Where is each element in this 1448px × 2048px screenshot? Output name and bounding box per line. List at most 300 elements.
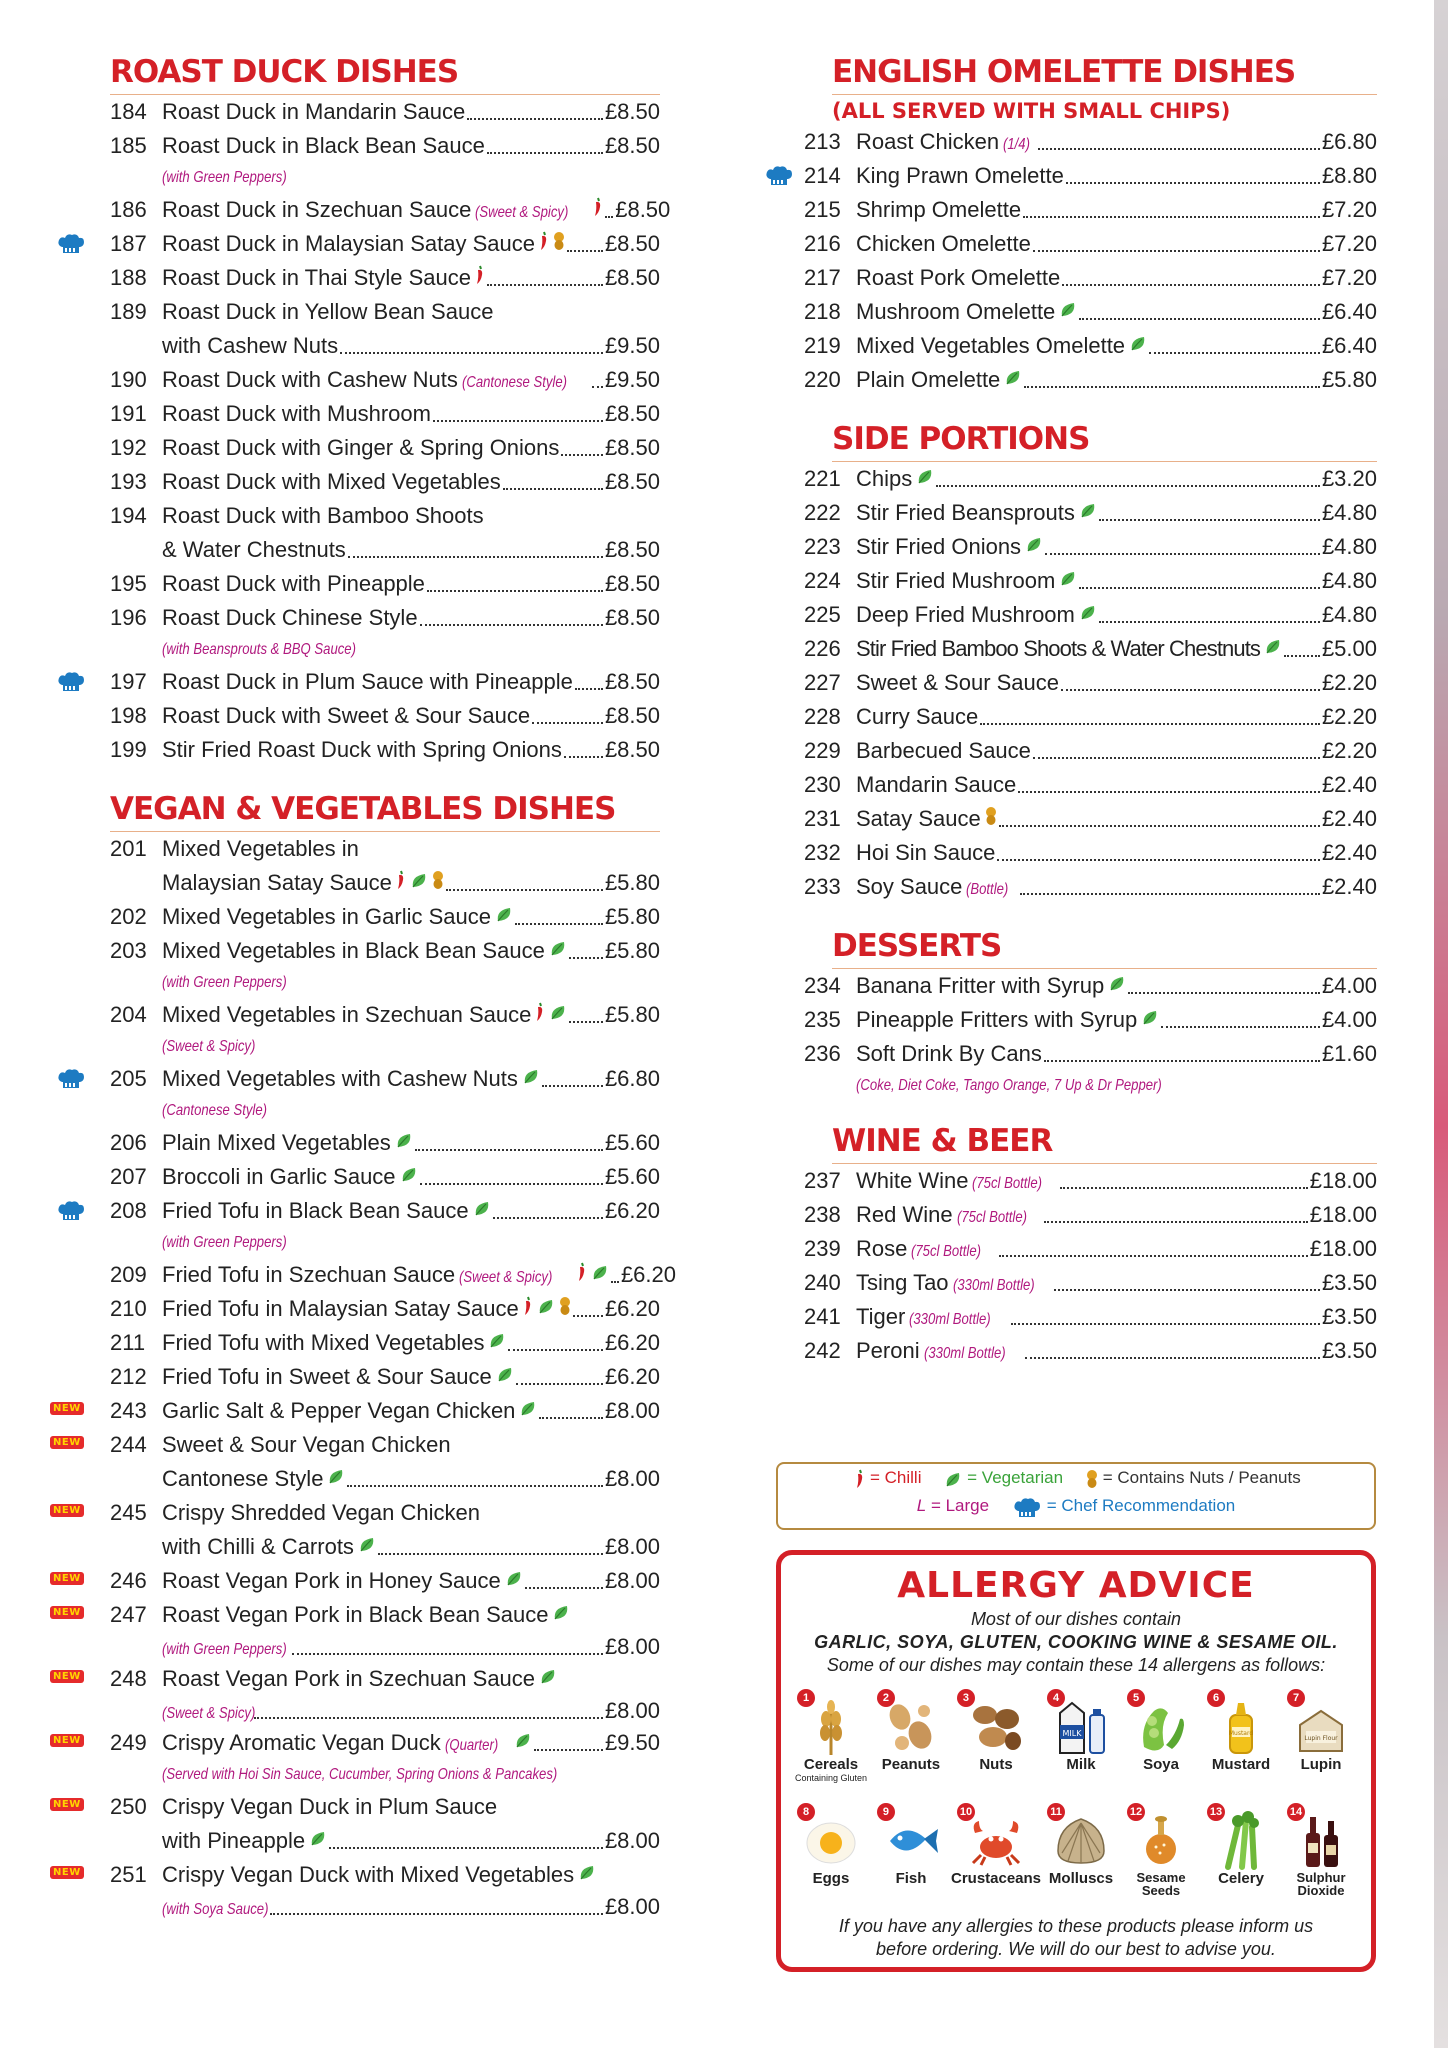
item-name: Mandarin Sauce: [856, 772, 1017, 797]
item-name: Crispy Vegan Duck with Mixed Vegetables: [162, 1862, 575, 1887]
leaf-icon: [1079, 496, 1097, 514]
item-name: Red Wine: [856, 1202, 953, 1227]
leader-dots: [1066, 182, 1320, 184]
item-price: £7.20: [1321, 265, 1377, 290]
allergen-item: [871, 1803, 951, 1907]
item-price: £8.50: [604, 435, 660, 460]
menu-item: [50, 832, 660, 900]
leader-dots: [525, 1587, 603, 1589]
item-number: 204: [110, 1002, 147, 1027]
item-note-line: [804, 1071, 1377, 1101]
leader-dots: [564, 756, 603, 758]
menu-item: [772, 125, 1377, 159]
item-number: 192: [110, 435, 147, 460]
item-name: Roast Duck with Mixed Vegetables: [162, 469, 501, 494]
menu-item-line: [110, 1194, 660, 1228]
item-number: 198: [110, 703, 147, 728]
menu-item: [772, 159, 1377, 193]
item-price: £5.80: [604, 1002, 660, 1027]
menu-item-line: [110, 601, 660, 635]
item-number: 213: [804, 129, 841, 154]
menu-item: [50, 998, 660, 1062]
item-name: Cantonese Style: [162, 1466, 324, 1491]
item-name: Roast Duck in Plum Sauce with Pineapple: [162, 669, 573, 694]
section-wine: [772, 1121, 1377, 1368]
menu-item-line: [804, 227, 1377, 261]
item-name: Stir Fried Bamboo Shoots & Water Chestnuts: [856, 636, 1261, 661]
item-price: £8.00: [604, 1466, 660, 1491]
menu-item-line: [110, 1326, 660, 1360]
menu-item: [772, 295, 1377, 329]
leader-dots: [378, 1553, 603, 1555]
section-vegan: [50, 789, 676, 1922]
item-name: Mushroom Omelette: [856, 299, 1056, 324]
leader-dots: [936, 485, 1320, 487]
menu-item: [50, 1258, 676, 1292]
item-number: 214: [804, 163, 841, 188]
allergen-label: Mustard: [1211, 1756, 1271, 1773]
item-name: Roast Duck in Malaysian Satay Sauce: [162, 231, 535, 256]
item-name: Soft Drink By Cans: [856, 1041, 1042, 1066]
legend-large-symbol: L: [916, 1496, 927, 1515]
leader-dots: [999, 1255, 1308, 1257]
item-name: Plain Omelette: [856, 367, 1001, 392]
allergen-item: [871, 1689, 951, 1793]
allergen-number: 3: [957, 1689, 975, 1707]
allergen-number: 5: [1127, 1689, 1145, 1707]
menu-item-line: [804, 125, 1377, 159]
chef-hat-icon: [1012, 1497, 1042, 1517]
leader-dots: [516, 1383, 603, 1385]
page-edge: [1434, 0, 1448, 2048]
section-title: DESSERTS: [832, 926, 1377, 969]
item-number: 223: [804, 534, 841, 559]
chili-icon: [475, 261, 485, 281]
leaf-icon: [495, 900, 513, 918]
item-number: 248: [110, 1666, 147, 1691]
item-number: 202: [110, 904, 147, 929]
item-name: Curry Sauce: [856, 704, 979, 729]
allergen-item: [951, 1803, 1041, 1907]
item-name: Garlic Salt & Pepper Vegan Chicken: [162, 1398, 516, 1423]
menu-item-line: [110, 866, 660, 900]
item-number: 246: [110, 1568, 147, 1593]
item-name: Mixed Vegetables with Cashew Nuts: [162, 1066, 518, 1091]
item-note-line: [110, 1228, 660, 1258]
menu-item: [772, 1037, 1377, 1101]
menu-item-line: [110, 1160, 660, 1194]
leader-dots: [420, 1183, 603, 1185]
menu-item: [50, 129, 660, 193]
right-column: [772, 52, 1377, 1382]
leader-dots: [1024, 386, 1320, 388]
leaf-icon: [1129, 329, 1147, 347]
item-number: 216: [804, 231, 841, 256]
menu-item-line: [804, 1164, 1377, 1198]
item-price: £6.20: [604, 1198, 660, 1223]
menu-item: [772, 564, 1377, 598]
item-price: £8.00: [604, 1894, 660, 1919]
menu-item: [50, 699, 660, 733]
new-badge: NEW: [50, 1402, 84, 1415]
item-price: £18.00: [1309, 1236, 1377, 1261]
menu-item-line: [804, 969, 1377, 1003]
allergy-outro-1: If you have any allergies to these products please inform us: [838, 1916, 1314, 1936]
item-note-line: [110, 1096, 660, 1126]
item-name: Roast Duck with Sweet & Sour Sauce: [162, 703, 531, 728]
menu-item-line: [110, 129, 660, 163]
leaf-icon: [1079, 598, 1097, 616]
item-price: £6.40: [1321, 333, 1377, 358]
item-number: 230: [804, 772, 841, 797]
item-name: Rose: [856, 1236, 908, 1261]
item-price: £8.50: [604, 669, 660, 694]
allergy-advice-box: [776, 1550, 1376, 1972]
item-price: £8.50: [604, 231, 660, 256]
menu-item-line: [804, 496, 1377, 530]
item-price: £8.00: [604, 1534, 660, 1559]
leaf-icon: [400, 1160, 418, 1178]
menu-item: [50, 934, 660, 998]
menu-item-line: [110, 1564, 660, 1598]
allergen-label: Peanuts: [881, 1756, 941, 1773]
menu-item-line: [110, 665, 660, 699]
item-name: Satay Sauce: [856, 806, 981, 831]
item-number: 215: [804, 197, 841, 222]
menu-item: [772, 193, 1377, 227]
leader-dots: [980, 723, 1320, 725]
item-price: £2.40: [1321, 840, 1377, 865]
item-note: (Sweet & Spicy): [162, 1038, 256, 1055]
item-number: 250: [110, 1794, 147, 1819]
leader-dots: [611, 1281, 619, 1283]
allergen-number: 8: [797, 1803, 815, 1821]
leader-dots: [1079, 587, 1320, 589]
item-name: Stir Fried Mushroom: [856, 568, 1056, 593]
leaf-icon: [591, 1258, 609, 1276]
item-note: (Quarter): [444, 1737, 499, 1754]
item-note: (Bottle): [966, 881, 1009, 898]
menu-item: [50, 227, 660, 261]
item-number: 197: [110, 669, 147, 694]
item-number: 188: [110, 265, 147, 290]
item-price: £6.20: [620, 1262, 676, 1287]
allergen-item: [1201, 1803, 1281, 1907]
allergen-label: Milk: [1066, 1756, 1096, 1773]
menu-item: [50, 1790, 660, 1858]
leader-dots: [348, 556, 603, 558]
menu-item: [772, 1266, 1377, 1300]
allergen-number: 7: [1287, 1689, 1305, 1707]
leader-dots: [1038, 148, 1320, 150]
item-name: Soy Sauce: [856, 874, 963, 899]
allergen-label: Soya: [1143, 1756, 1179, 1773]
menu-item-line: [804, 1334, 1377, 1368]
menu-item-line: [110, 1394, 660, 1428]
item-price: £4.00: [1321, 973, 1377, 998]
menu-item-line: [804, 530, 1377, 564]
leaf-icon: [1059, 295, 1077, 313]
allergen-number: 2: [877, 1689, 895, 1707]
item-number: 231: [804, 806, 841, 831]
leader-dots: [1062, 284, 1320, 286]
item-number: 225: [804, 602, 841, 627]
menu-item: [50, 733, 660, 767]
item-number: 241: [804, 1304, 841, 1329]
item-name: Tiger: [856, 1304, 906, 1329]
new-badge: NEW: [50, 1606, 84, 1619]
menu-item: [50, 1126, 660, 1160]
legend-veg: = Vegetarian: [967, 1468, 1064, 1487]
item-price: £3.50: [1321, 1270, 1377, 1295]
menu-item: [772, 496, 1377, 530]
nut-icon: [553, 227, 565, 247]
item-note: (Coke, Diet Coke, Tango Orange, 7 Up & Dr Pepper): [856, 1077, 1162, 1094]
menu-item: [772, 700, 1377, 734]
section-title: SIDE PORTIONS: [832, 419, 1377, 462]
item-note-line: [110, 1032, 660, 1062]
leaf-icon: [514, 1726, 532, 1744]
menu-item-line: [804, 363, 1377, 397]
legend-row-2: [778, 1492, 1374, 1520]
item-note-line: [110, 1696, 660, 1726]
menu-item: [772, 530, 1377, 564]
item-number: 228: [804, 704, 841, 729]
item-number: 249: [110, 1730, 147, 1755]
left-column: [50, 52, 676, 1936]
menu-item-line: [804, 1266, 1377, 1300]
menu-item: [50, 1858, 660, 1922]
item-name: Roast Duck with Pineapple: [162, 571, 425, 596]
item-number: 221: [804, 466, 841, 491]
item-price: £2.20: [1321, 704, 1377, 729]
leader-dots: [1128, 992, 1320, 994]
item-price: £5.80: [604, 904, 660, 929]
leaf-icon: [358, 1530, 376, 1548]
menu-item-line: [110, 1462, 660, 1496]
item-price: £4.80: [1321, 500, 1377, 525]
item-number: 209: [110, 1262, 147, 1287]
menu-item: [772, 802, 1377, 836]
item-note: (75cl Bottle): [911, 1243, 982, 1260]
item-name: Roast Chicken: [856, 129, 1000, 154]
allergen-item: [1201, 1689, 1281, 1793]
menu-item-line: [804, 261, 1377, 295]
leader-dots: [467, 118, 603, 120]
menu-item-line: [110, 1126, 660, 1160]
item-price: £5.80: [604, 870, 660, 895]
menu-item: [772, 329, 1377, 363]
item-name: Plain Mixed Vegetables: [162, 1130, 391, 1155]
item-name: Roast Duck Chinese Style: [162, 605, 418, 630]
menu-item-line: [110, 567, 660, 601]
item-number: 203: [110, 938, 147, 963]
new-badge: NEW: [50, 1504, 84, 1517]
leader-dots: [1060, 1187, 1308, 1189]
nut-icon: [559, 1292, 571, 1312]
menu-item-line: [110, 699, 660, 733]
leaf-icon: [1004, 363, 1022, 381]
item-note-line: [110, 1632, 660, 1662]
item-name: Roast Duck with Ginger & Spring Onions: [162, 435, 560, 460]
item-price: £9.50: [604, 1730, 660, 1755]
item-number: 237: [804, 1168, 841, 1193]
leader-dots: [1161, 1026, 1320, 1028]
menu-item-line: [804, 598, 1377, 632]
chef-hat-icon: [56, 1068, 86, 1090]
allergy-intro-1: Most of our dishes contain: [970, 1609, 1182, 1629]
allergen-label: Cereals: [803, 1756, 859, 1773]
item-price: £8.50: [604, 737, 660, 762]
allergen-number: 13: [1207, 1803, 1225, 1821]
item-note: (75cl Bottle): [972, 1175, 1043, 1192]
menu-item-line: [110, 193, 671, 227]
menu-item-line: [110, 261, 660, 295]
legend-large: = Large: [930, 1496, 990, 1515]
item-number: 189: [110, 299, 147, 324]
leader-dots: [1023, 216, 1320, 218]
legend-row-1: [778, 1464, 1374, 1492]
item-number: 232: [804, 840, 841, 865]
item-name: Broccoli in Garlic Sauce: [162, 1164, 396, 1189]
leader-dots: [270, 1913, 603, 1915]
leader-dots: [1079, 318, 1320, 320]
leader-dots: [1099, 621, 1320, 623]
section-omelette: [772, 52, 1377, 397]
menu-item: [772, 1164, 1377, 1198]
item-name: Roast Vegan Pork in Honey Sauce: [162, 1568, 501, 1593]
item-price: £8.00: [604, 1634, 660, 1659]
item-name: Roast Duck in Szechuan Sauce: [162, 197, 472, 222]
leader-dots: [1044, 1221, 1308, 1223]
item-note-line: [110, 1760, 660, 1790]
item-note: (1/4): [1003, 136, 1031, 153]
leaf-icon: [327, 1462, 345, 1480]
item-price: £6.20: [604, 1330, 660, 1355]
chili-icon: [535, 998, 545, 1018]
item-number: 247: [110, 1602, 147, 1627]
item-name: Banana Fritter with Syrup: [856, 973, 1105, 998]
leaf-icon: [1059, 564, 1077, 582]
item-price: £8.50: [615, 197, 671, 222]
chili-icon: [539, 227, 549, 247]
menu-item-line: [804, 836, 1377, 870]
leader-dots: [561, 454, 603, 456]
item-price: £8.50: [604, 537, 660, 562]
menu-item: [772, 734, 1377, 768]
menu-item-line: [110, 934, 660, 968]
chili-icon: [396, 866, 406, 886]
item-number: 245: [110, 1500, 147, 1525]
item-name: Roast Duck with Mushroom: [162, 401, 431, 426]
item-price: £4.80: [1321, 602, 1377, 627]
item-note: (Cantonese Style): [162, 1102, 268, 1119]
item-price: £2.40: [1321, 772, 1377, 797]
menu-item: [50, 261, 660, 295]
item-number: 227: [804, 670, 841, 695]
leaf-icon: [539, 1662, 557, 1680]
allergen-label: Nuts: [979, 1756, 1013, 1773]
leader-dots: [1018, 791, 1320, 793]
menu-item: [50, 295, 660, 363]
menu-item-line: [804, 1003, 1377, 1037]
leader-dots: [1033, 250, 1320, 252]
leader-dots: [487, 284, 603, 286]
item-price: £5.60: [604, 1130, 660, 1155]
chef-hat-icon: [56, 1200, 86, 1222]
item-note: (with Soya Sauce): [162, 1901, 269, 1918]
menu-item: [50, 1326, 660, 1360]
leader-dots: [1020, 893, 1320, 895]
item-note-line: [110, 1892, 660, 1922]
section-title: VEGAN & VEGETABLES DISHES: [110, 789, 660, 832]
allergen-label: Fish: [895, 1870, 927, 1887]
item-number: 235: [804, 1007, 841, 1032]
leader-dots: [340, 352, 603, 354]
item-number: 211: [110, 1330, 146, 1355]
item-name: & Water Chestnuts: [162, 537, 346, 562]
leader-dots: [508, 1349, 603, 1351]
menu-item: [50, 1160, 660, 1194]
item-price: £8.00: [604, 1828, 660, 1853]
item-number: 207: [110, 1164, 147, 1189]
leader-dots: [515, 923, 603, 925]
menu-item-line: [110, 900, 660, 934]
item-price: £6.20: [604, 1364, 660, 1389]
item-name: Sweet & Sour Vegan Chicken: [162, 1432, 451, 1457]
menu-item: [772, 1334, 1377, 1368]
item-number: 234: [804, 973, 841, 998]
leaf-icon: [578, 1858, 596, 1876]
chili-icon: [855, 1469, 865, 1489]
item-number: 243: [110, 1398, 147, 1423]
leaf-icon: [496, 1360, 514, 1378]
item-name: with Pineapple: [162, 1828, 306, 1853]
item-price: £8.50: [604, 401, 660, 426]
leader-dots: [1044, 1060, 1320, 1062]
item-number: 186: [110, 197, 147, 222]
menu-item: [772, 836, 1377, 870]
nuts-icon: [965, 1695, 1027, 1757]
leader-dots: [542, 1085, 603, 1087]
item-name: Roast Duck in Black Bean Sauce: [162, 133, 485, 158]
crab-icon: [965, 1809, 1027, 1871]
item-name: Roast Duck with Cashew Nuts: [162, 367, 458, 392]
menu-item-line: [110, 998, 660, 1032]
legend-chef: = Chef Recommendation: [1046, 1496, 1236, 1515]
item-name: Hoi Sin Sauce: [856, 840, 996, 865]
menu-item-line: [804, 870, 1377, 904]
leader-dots: [493, 1217, 603, 1219]
menu-item: [50, 1564, 660, 1598]
item-name: Crispy Vegan Duck in Plum Sauce: [162, 1794, 498, 1819]
section-title: WINE & BEER: [832, 1121, 1377, 1164]
leader-dots: [1025, 1357, 1320, 1359]
item-number: 242: [804, 1338, 841, 1363]
item-note: (75cl Bottle): [956, 1209, 1027, 1226]
menu-item: [50, 397, 660, 431]
menu-item-line: [110, 1530, 660, 1564]
menu-item: [50, 567, 660, 601]
svg-text:Mustard: Mustard: [1228, 1730, 1254, 1737]
leaf-icon: [309, 1824, 327, 1842]
item-number: 239: [804, 1236, 841, 1261]
leader-dots: [427, 590, 603, 592]
new-badge: NEW: [50, 1572, 84, 1585]
menu-item-line: [804, 564, 1377, 598]
menu-item-line: [110, 832, 660, 866]
menu-item-line: [804, 193, 1377, 227]
